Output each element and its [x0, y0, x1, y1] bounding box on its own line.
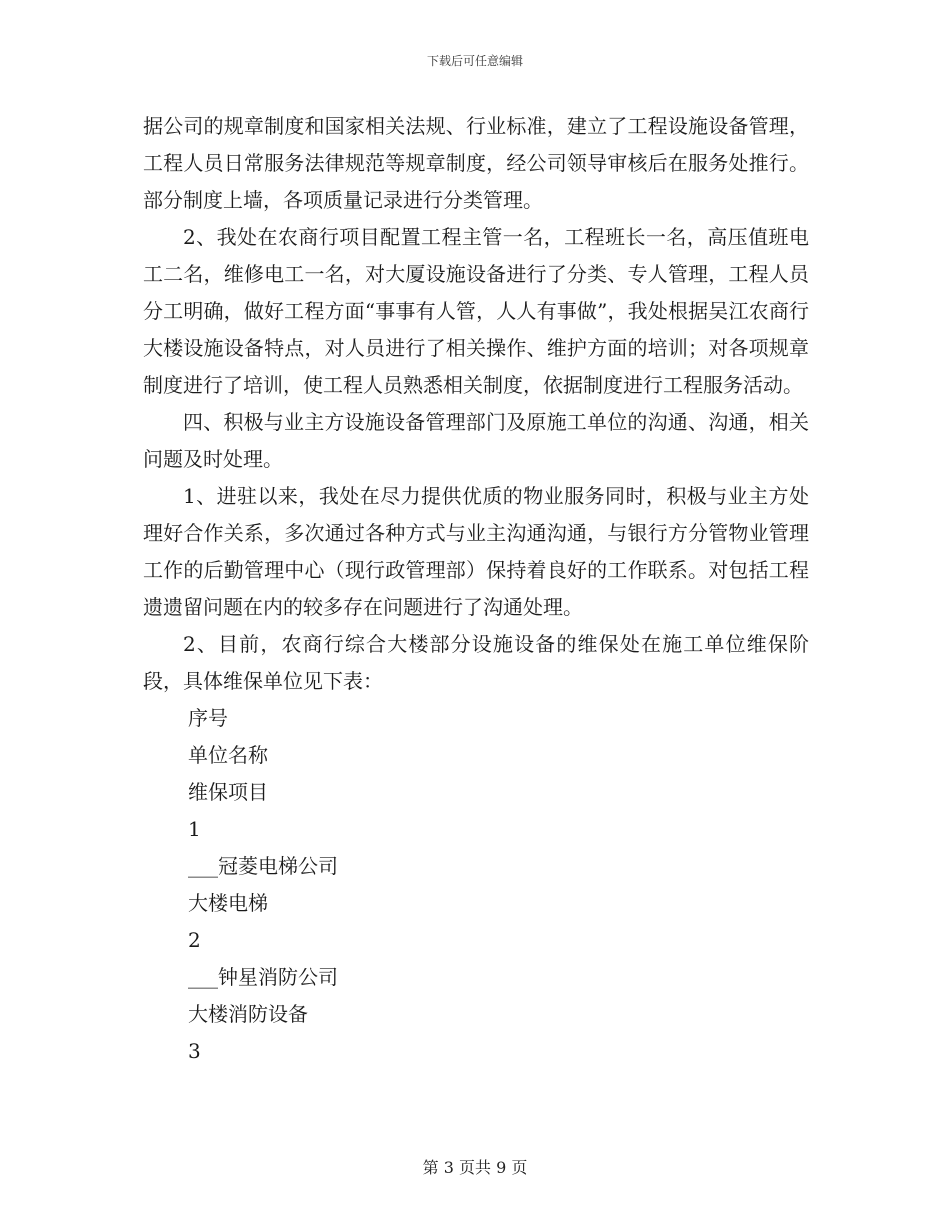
table-header-index: 序号	[188, 706, 228, 730]
table-header-maintenance-item: 维保项目	[188, 780, 268, 804]
table-cell-index: 3	[188, 1039, 201, 1063]
paragraph-4: 1、进驻以来，我处在尽力提供优质的物业服务同时，积极与业主方处理好合作关系，多次通过各种方式与业主沟通沟通，与银行方分管物业管理工作的后勤管理中心（现行政管理部）保持着良好的工作联系。对包括工程遗遗留问题在内的较多存在问题进行了沟通处理。	[143, 484, 809, 619]
header-note: 下载后可任意编辑	[426, 54, 523, 68]
table-cell-index: 1	[188, 817, 201, 841]
table-header-unit-name: 单位名称	[188, 743, 268, 767]
maintenance-table	[143, 700, 809, 1070]
paragraph-1: 据公司的规章制度和国家相关法规、行业标准，建立了工程设施设备管理，工程人员日常服务法律规范等规章制度，经公司领导审核后在服务处推行。部分制度上墙，各项质量记录进行分类管理。	[143, 114, 809, 212]
paragraph-5: 2、目前，农商行综合大楼部分设施设备的维保处在施工单位维保阶段，具体维保单位见下表：	[143, 632, 809, 693]
table-cell-maintenance-item: 大楼电梯	[188, 891, 268, 915]
paragraph-3: 四、积极与业主方设施设备管理部门及原施工单位的沟通、沟通，相关问题及时处理。	[143, 410, 809, 471]
table-cell-maintenance-item: 大楼消防设备	[188, 1002, 308, 1026]
document-body	[143, 108, 809, 1070]
paragraph-2: 2、我处在农商行项目配置工程主管一名，工程班长一名，高压值班电工二名，维修电工一名，对大厦设施设备进行了分类、专人管理，工程人员分工明确，做好工程方面“事事有人管，人人有事做”，我处根据吴江农商行大楼设施设备特点，对人员进行了相关操作、维护方面的培训；对各项规章制度进行了培训，使工程人员熟悉相关制度，依据制度进行工程服务活动。	[143, 225, 809, 397]
table-cell-unit-name: ___钟星消防公司	[188, 965, 338, 989]
page-number-footer: 第 3 页共 9 页	[422, 1158, 528, 1177]
table-cell-index: 2	[188, 928, 201, 952]
table-cell-unit-name: ___冠菱电梯公司	[188, 854, 338, 878]
